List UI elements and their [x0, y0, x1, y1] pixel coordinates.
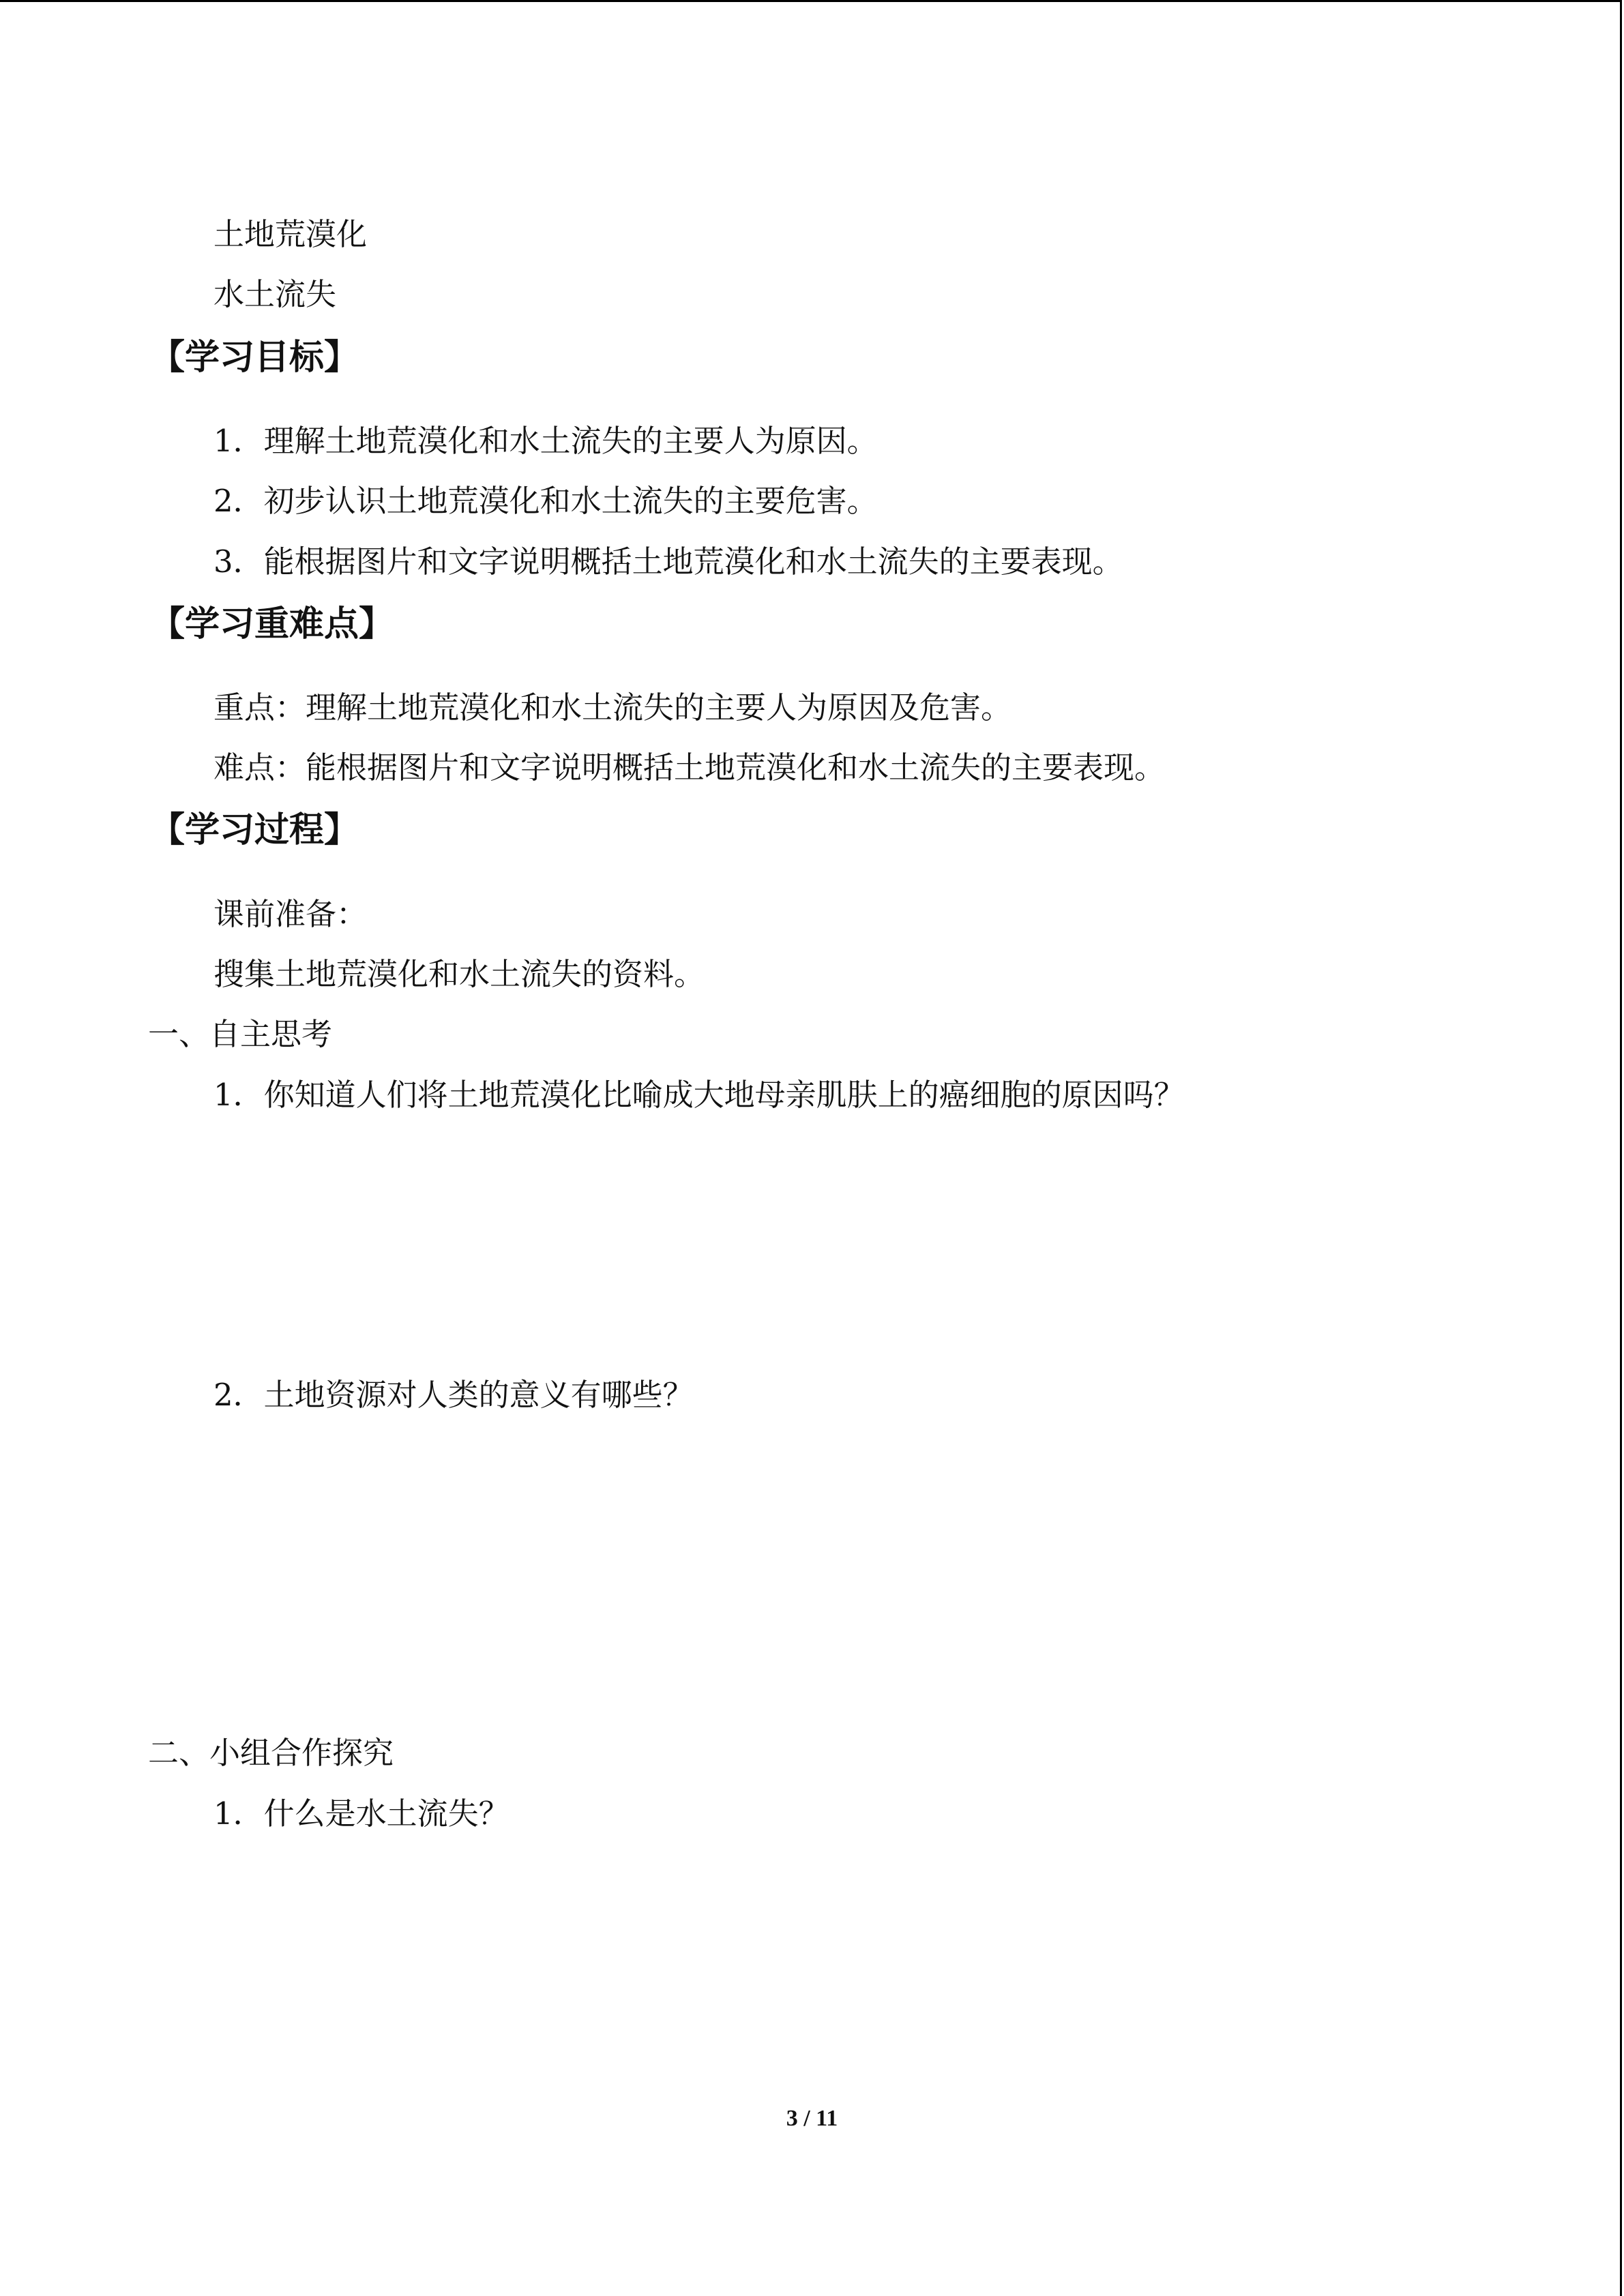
part1-question-2: 2．土地资源对人类的意义有哪些？: [213, 1377, 694, 1413]
intro-line-desertification: 土地荒漠化: [213, 216, 368, 252]
objectives-heading: 【学习目标】: [150, 338, 359, 378]
page-number: 3 / 11: [786, 2106, 838, 2131]
part1-title: 一、自主思考: [148, 1016, 333, 1052]
difficulty-text: 难点：能根据图片和文字说明概括土地荒漠化和水土流失的主要表现。: [213, 749, 1166, 786]
prep-text: 搜集土地荒漠化和水土流失的资料。: [213, 956, 705, 992]
part2-title: 二、小组合作探究: [148, 1735, 394, 1771]
process-heading: 【学习过程】: [150, 810, 359, 850]
prep-label: 课前准备：: [213, 896, 368, 932]
part1-question-1: 1．你知道人们将土地荒漠化比喻成大地母亲肌肤上的癌细胞的原因吗？: [213, 1077, 1185, 1113]
objective-item-3: 3．能根据图片和文字说明概括土地荒漠化和水土流失的主要表现。: [213, 543, 1123, 580]
objective-item-1: 1．理解土地荒漠化和水土流失的主要人为原因。: [213, 423, 878, 459]
part2-question-1: 1．什么是水土流失？: [213, 1795, 510, 1832]
objective-item-2: 2．初步认识土地荒漠化和水土流失的主要危害。: [213, 483, 878, 519]
key-points-heading: 【学习重难点】: [150, 604, 394, 644]
focus-text: 重点：理解土地荒漠化和水土流失的主要人为原因及危害。: [213, 689, 1012, 726]
intro-line-soil-erosion: 水土流失: [213, 276, 337, 312]
